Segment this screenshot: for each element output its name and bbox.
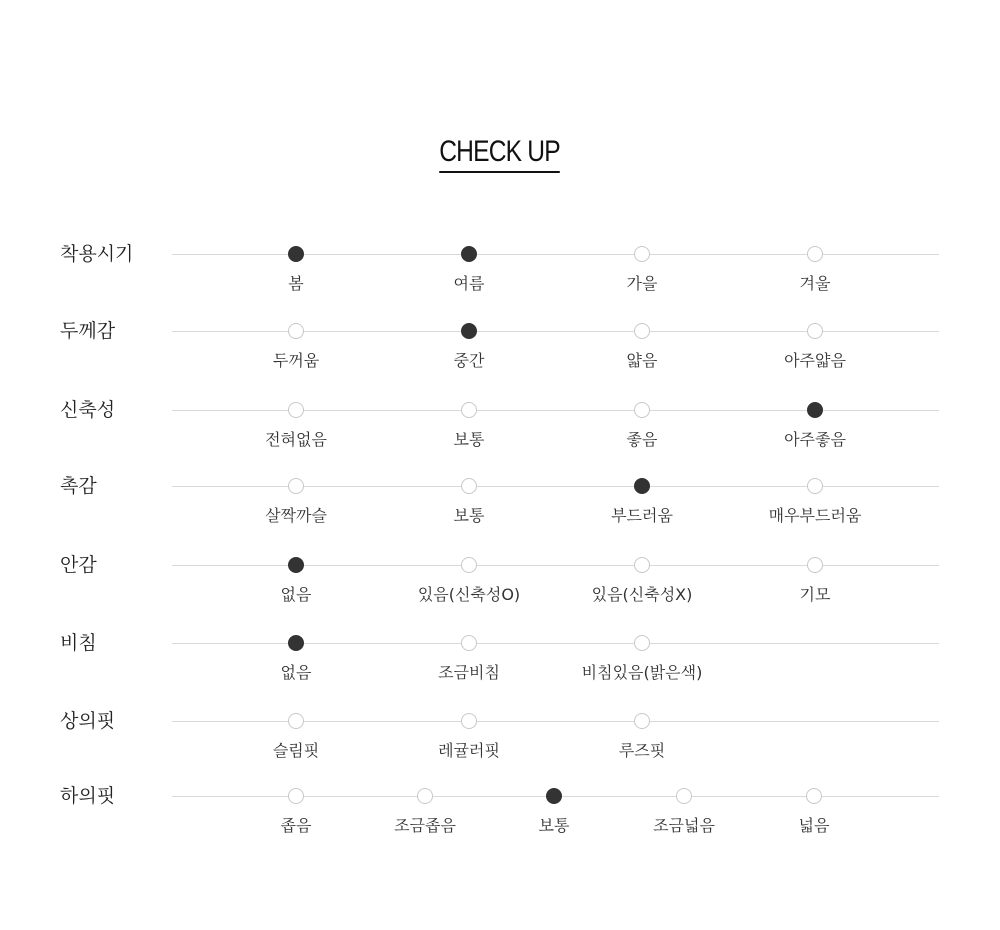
option-label: 비침있음(밝은색) — [581, 663, 703, 682]
option-label: 아주좋음 — [784, 430, 846, 449]
row-label: 신축성 — [60, 399, 116, 421]
option-dot-filled — [807, 402, 823, 418]
option-dot-empty — [807, 557, 823, 573]
option-label: 좁음 — [280, 816, 312, 835]
option-label: 조금좁음 — [394, 816, 456, 835]
option-dot-empty — [634, 402, 650, 418]
option-dot-filled — [634, 478, 650, 494]
row-label: 안감 — [60, 554, 97, 576]
option-label: 아주얇음 — [784, 351, 846, 370]
checkup-row — [0, 554, 1000, 645]
option-label: 있음(신축성O) — [417, 585, 521, 604]
option-label: 봄 — [288, 274, 304, 293]
checkup-row — [0, 632, 1000, 723]
option-dot-empty — [417, 788, 433, 804]
option-dot-empty — [676, 788, 692, 804]
option-dot-empty — [634, 635, 650, 651]
option-label: 조금비침 — [438, 663, 500, 682]
row-label: 착용시기 — [60, 243, 134, 265]
option-label: 조금넓음 — [653, 816, 715, 835]
row-label: 하의핏 — [60, 785, 116, 807]
option-label: 루즈핏 — [618, 741, 666, 760]
option-dot-empty — [288, 713, 304, 729]
option-label: 좋음 — [626, 430, 658, 449]
row-label: 비침 — [60, 632, 97, 654]
option-label: 레귤러핏 — [438, 741, 500, 760]
page-title-wrap — [0, 134, 1000, 173]
option-dot-empty — [807, 246, 823, 262]
option-dot-filled — [288, 246, 304, 262]
option-label: 보통 — [453, 430, 485, 449]
checkup-row — [0, 399, 1000, 490]
option-dot-empty — [634, 323, 650, 339]
option-dot-empty — [288, 788, 304, 804]
option-label: 보통 — [453, 506, 485, 525]
option-label: 여름 — [453, 274, 485, 293]
option-dot-empty — [461, 557, 477, 573]
option-label: 기모 — [799, 585, 831, 604]
option-dot-empty — [288, 402, 304, 418]
option-label: 겨울 — [799, 274, 831, 293]
option-dot-empty — [461, 635, 477, 651]
checkup-row — [0, 785, 1000, 876]
option-label: 부드러움 — [611, 506, 673, 525]
option-dot-empty — [634, 246, 650, 262]
option-dot-empty — [461, 478, 477, 494]
option-dot-empty — [461, 713, 477, 729]
option-label: 전혀없음 — [265, 430, 327, 449]
option-dot-empty — [634, 557, 650, 573]
option-label: 중간 — [453, 351, 485, 370]
option-dot-filled — [288, 557, 304, 573]
page-title: CHECK UP — [440, 134, 561, 173]
option-dot-empty — [807, 323, 823, 339]
option-dot-empty — [806, 788, 822, 804]
option-label: 없음 — [280, 663, 312, 682]
option-label: 넓음 — [798, 816, 830, 835]
checkup-row — [0, 320, 1000, 411]
option-label: 얇음 — [626, 351, 658, 370]
option-dot-filled — [546, 788, 562, 804]
option-label: 슬림핏 — [272, 741, 320, 760]
option-label: 가을 — [626, 274, 658, 293]
option-label: 살짝까슬 — [265, 506, 327, 525]
checkup-row — [0, 243, 1000, 334]
option-label: 두꺼움 — [272, 351, 320, 370]
option-label: 매우부드러움 — [768, 506, 862, 525]
option-dot-empty — [288, 478, 304, 494]
option-dot-empty — [807, 478, 823, 494]
option-dot-empty — [634, 713, 650, 729]
row-label: 두께감 — [60, 320, 116, 342]
option-dot-empty — [461, 402, 477, 418]
row-label: 촉감 — [60, 475, 97, 497]
option-label: 있음(신축성X) — [591, 585, 693, 604]
checkup-row — [0, 475, 1000, 566]
checkup-row — [0, 710, 1000, 801]
option-label: 없음 — [280, 585, 312, 604]
option-dot-filled — [288, 635, 304, 651]
option-dot-filled — [461, 323, 477, 339]
row-label: 상의핏 — [60, 710, 116, 732]
option-dot-filled — [461, 246, 477, 262]
option-label: 보통 — [538, 816, 570, 835]
option-dot-empty — [288, 323, 304, 339]
